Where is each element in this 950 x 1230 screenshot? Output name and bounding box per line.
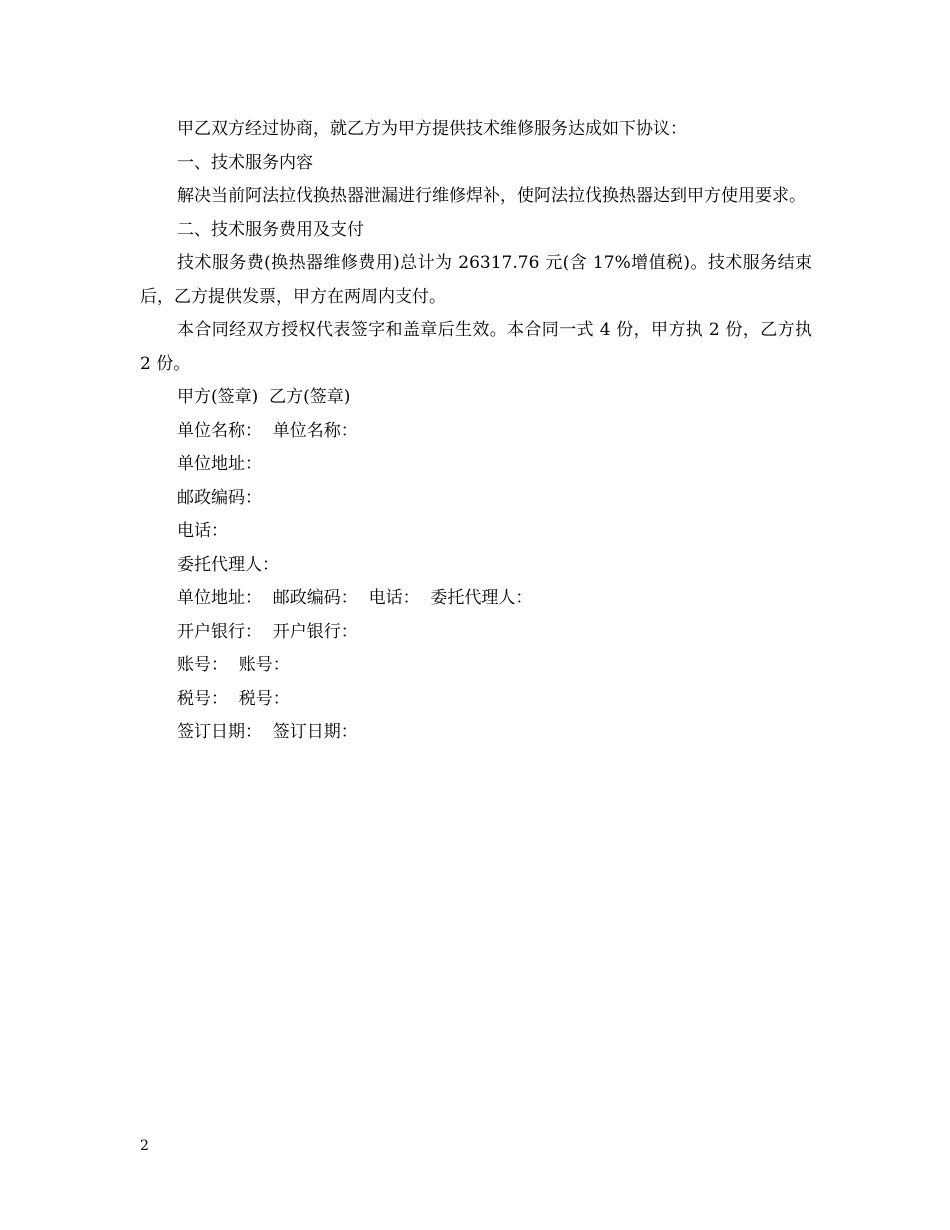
signing-date-line: 签订日期： 签订日期： xyxy=(177,722,358,742)
postal-code-line: 邮政编码： xyxy=(177,487,262,508)
section-heading-fee-payment: 二、技术服务费用及支付 xyxy=(177,219,364,240)
account-line: 账号： 账号： xyxy=(177,655,290,675)
intro-paragraph: 甲乙双方经过协商，就乙方为甲方提供技术维修服务达成如下协议： xyxy=(177,119,687,139)
service-content-paragraph: 解决当前阿法拉伐换热器泄漏进行维修焊补，使阿法拉伐换热器达到甲方使用要求。 xyxy=(177,186,806,206)
document-body xyxy=(140,113,812,750)
bank-line: 开户银行： 开户银行： xyxy=(177,621,358,642)
party-b-contact-line: 单位地址： 邮政编码： 电话： 委托代理人： xyxy=(177,588,533,608)
tax-number-line: 税号： 税号： xyxy=(177,688,290,709)
unit-address-line: 单位地址： xyxy=(177,454,262,474)
page-number: 2 xyxy=(140,1138,149,1154)
fee-paragraph: 技术服务费(换热器维修费用)总计为 26317.76 元(含 17%增值税)。技术服务结束后，乙方提供发票，甲方在两周内支付。 xyxy=(140,253,812,307)
section-heading-service-content: 一、技术服务内容 xyxy=(177,152,313,173)
signature-seal-line: 甲方(签章) 乙方(签章) xyxy=(177,387,351,407)
effectivity-paragraph: 本合同经双方授权代表签字和盖章后生效。本合同一式 4 份，甲方执 2 份，乙方执 2 份。 xyxy=(140,320,812,374)
unit-name-line: 单位名称： 单位名称： xyxy=(177,420,358,441)
agent-line: 委托代理人： xyxy=(177,554,279,575)
phone-line: 电话： xyxy=(177,521,228,541)
